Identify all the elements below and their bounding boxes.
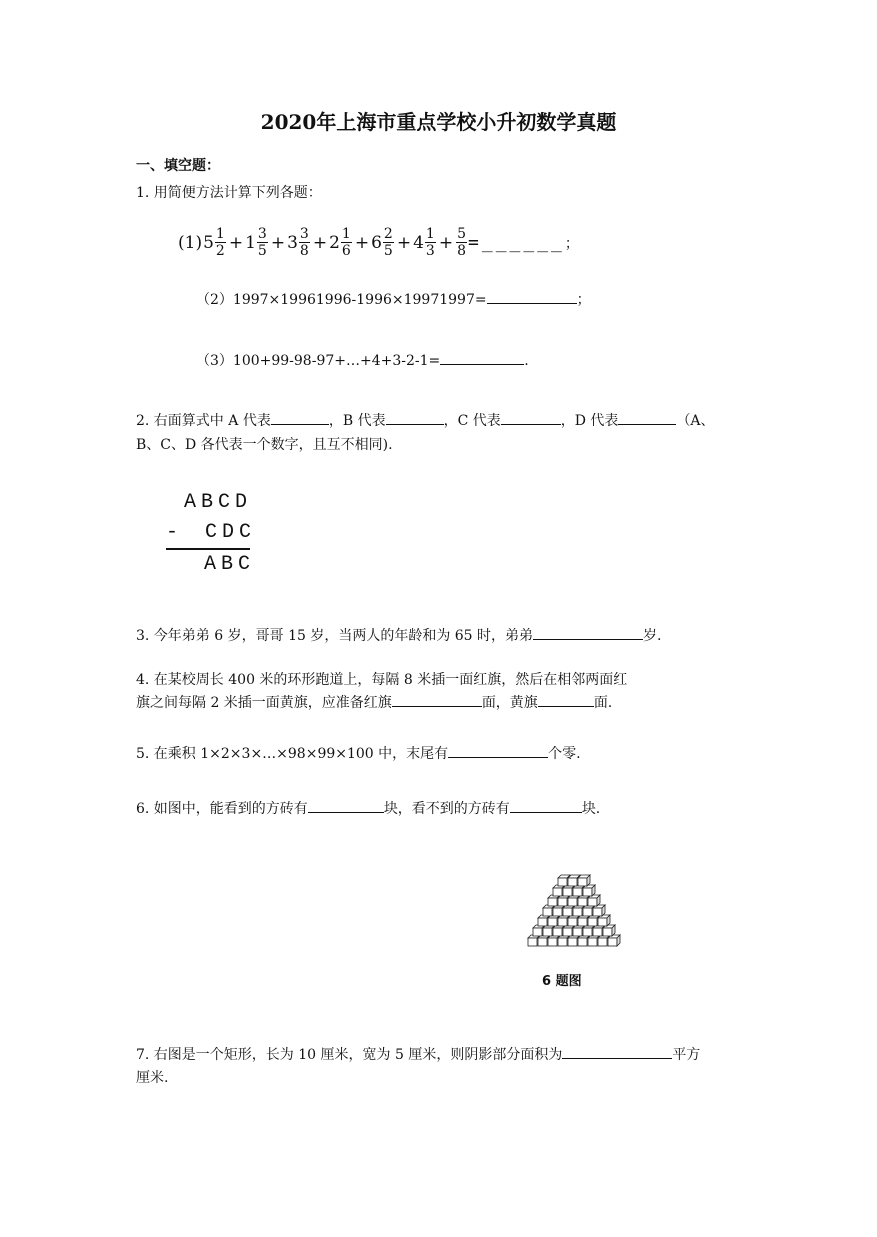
q1-part3-blank[interactable] [440, 350, 524, 365]
q1-part1-answer-blank[interactable]: =______ [468, 232, 565, 253]
fraction-numerator: 5 [457, 226, 467, 242]
q4-text-b: 面，黄旗 [481, 695, 538, 711]
brick-front-face [578, 938, 587, 946]
brick-front-face [573, 888, 582, 896]
q1-part3 [196, 350, 529, 370]
q1-part3-end: . [524, 353, 529, 369]
brick-front-face [548, 898, 557, 906]
brick-front-face [563, 908, 572, 916]
q2-vertical-subtraction [166, 488, 256, 580]
q6-text-a: 6. 如图中，能看到的方砖有 [136, 801, 308, 817]
brick-front-face [603, 928, 612, 936]
q7-end: 平方 [672, 1047, 701, 1063]
q1-part3-text: （3）100+99-98-97+…+4+3-2-1= [196, 353, 441, 369]
q4-text-c: 面. [593, 695, 613, 711]
fraction-numerator: 1 [215, 226, 225, 242]
fraction-denominator: 8 [457, 243, 467, 259]
fraction [257, 226, 268, 259]
q5 [136, 743, 581, 763]
brick-front-face [568, 918, 577, 926]
q4-line2 [136, 692, 612, 712]
q4-blank-red[interactable] [392, 692, 482, 707]
mixed-number-whole: 2 [329, 232, 340, 253]
brick-front-face [593, 908, 602, 916]
brick-front-face [558, 918, 567, 926]
q7-line2: 厘米. [136, 1070, 169, 1086]
brick-front-face [543, 928, 552, 936]
fraction-denominator: 3 [425, 243, 435, 259]
brick-front-face [588, 918, 597, 926]
figure6-caption: 6 题图 [542, 974, 582, 989]
q6-text-b: 块，看不到的方砖有 [383, 801, 510, 817]
q2-text-b: ，B 代表 [328, 413, 386, 429]
fraction-numerator: 3 [299, 226, 309, 242]
brick-front-face [588, 938, 597, 946]
q4-line1: 4. 在某校周长 400 米的环形跑道上，每隔 8 米插一面红旗，然后在相邻两面红 [136, 672, 628, 688]
q5-text: 5. 在乘积 1×2×3×…×98×99×100 中，末尾有 [136, 746, 449, 762]
brick-front-face [528, 938, 537, 946]
plus-sign: + [396, 232, 412, 253]
section-heading: 一、填空题： [136, 158, 220, 174]
fraction [299, 226, 310, 259]
q6-text-c: 块. [581, 801, 601, 817]
brick-front-face [583, 908, 592, 916]
brick-front-face [538, 938, 547, 946]
q5-blank[interactable] [448, 743, 548, 758]
brick-front-face [568, 938, 577, 946]
page-title: 2020年上海市重点学校小升初数学真题 [260, 110, 617, 134]
brick-front-face [598, 938, 607, 946]
brick-front-face [558, 898, 567, 906]
fraction-numerator: 3 [257, 226, 267, 242]
q1-stem: 1. 用简便方法计算下列各题： [136, 185, 322, 201]
plus-sign: + [270, 232, 286, 253]
fraction-denominator: 2 [215, 243, 225, 259]
fraction [383, 226, 394, 259]
fraction [341, 226, 352, 259]
brick-front-face [583, 928, 592, 936]
q1-part2 [196, 289, 591, 309]
q2-line1 [136, 410, 715, 430]
brick-front-face [598, 918, 607, 926]
fraction-denominator: 8 [299, 243, 309, 259]
q2-blank-a[interactable] [271, 410, 329, 425]
mixed-number-whole: 3 [287, 232, 298, 253]
brick-front-face [538, 918, 547, 926]
brick-front-face [553, 888, 562, 896]
brick-front-face [553, 928, 562, 936]
mixed-number-whole: 4 [413, 232, 424, 253]
brick-front-face [553, 908, 562, 916]
q7-line1 [136, 1044, 700, 1064]
q2-minus-sign: - [166, 521, 184, 544]
fraction-numerator: 2 [383, 226, 393, 242]
mixed-number-whole: 6 [371, 232, 382, 253]
brick-front-face [558, 878, 567, 886]
q2-difference: ABC [204, 553, 256, 576]
plus-sign: + [228, 232, 244, 253]
q2-text-e: （A、 [676, 413, 715, 429]
q2-text-a: 2. 右面算式中 A 代表 [136, 413, 271, 429]
q2-blank-b[interactable] [386, 410, 444, 425]
fraction-numerator: 1 [425, 226, 435, 242]
q3-blank[interactable] [533, 625, 643, 640]
brick-front-face [533, 928, 542, 936]
brick-front-face [568, 878, 577, 886]
fraction-denominator: 5 [383, 243, 393, 259]
brick-front-face [543, 908, 552, 916]
fraction-denominator: 5 [257, 243, 267, 259]
brick-front-face [558, 938, 567, 946]
brick-front-face [548, 918, 557, 926]
q2-minuend: ABCD [184, 491, 253, 514]
fraction-denominator: 6 [341, 243, 351, 259]
brick-pyramid-figure [524, 866, 634, 958]
mixed-number-whole: 5 [203, 232, 214, 253]
fraction [215, 226, 226, 259]
brick-front-face [563, 928, 572, 936]
brick-front-face [583, 888, 592, 896]
q3 [136, 625, 662, 645]
brick-front-face [578, 918, 587, 926]
q6-blank-visible[interactable] [308, 798, 384, 813]
fraction [456, 226, 467, 259]
q2-blank-d[interactable] [618, 410, 676, 425]
q2-blank-c[interactable] [501, 410, 561, 425]
q1-part1-label: (1) [178, 232, 203, 253]
q6-blank-hidden[interactable] [510, 798, 582, 813]
q2-text-c: ，C 代表 [443, 413, 501, 429]
brick-front-face [593, 928, 602, 936]
plus-sign: + [354, 232, 370, 253]
brick-front-face [578, 898, 587, 906]
q2-text-d: ，D 代表 [560, 413, 619, 429]
q1-part2-blank[interactable] [487, 289, 577, 304]
q1-part1-end: ； [564, 235, 579, 252]
mixed-number-whole: 1 [245, 232, 256, 253]
q7-text: 7. 右图是一个矩形，长为 10 厘米，宽为 5 厘米，则阴影部分面积为 [136, 1047, 563, 1063]
plus-sign: + [438, 232, 454, 253]
q2-subtrahend: CDC [205, 521, 257, 544]
q7-blank[interactable] [562, 1044, 672, 1059]
brick-front-face [573, 928, 582, 936]
q1-part2-end: ； [576, 292, 591, 308]
brick-front-face [563, 888, 572, 896]
q4-text-a: 旗之间每隔 2 米插一面黄旗，应准备红旗 [136, 695, 392, 711]
q1-part2-text: （2）1997×19961996-1996×19971997= [196, 292, 487, 308]
brick-front-face [578, 878, 587, 886]
fraction-numerator: 1 [341, 226, 351, 242]
fraction [425, 226, 436, 259]
q3-end: 岁. [643, 628, 662, 644]
q3-text: 3. 今年弟弟 6 岁，哥哥 15 岁，当两人的年龄和为 65 时，弟弟 [136, 628, 534, 644]
brick-front-face [588, 898, 597, 906]
plus-sign: + [312, 232, 328, 253]
q1-part1-equation [178, 226, 579, 259]
brick-front-face [608, 938, 617, 946]
q6 [136, 798, 600, 818]
q5-end: 个零. [548, 746, 581, 762]
brick-front-face [548, 938, 557, 946]
brick-front-face [573, 908, 582, 916]
q2-line2: B、C、D 各代表一个数字，且互不相同). [136, 437, 393, 453]
q4-blank-yellow[interactable] [538, 692, 594, 707]
brick-front-face [568, 898, 577, 906]
